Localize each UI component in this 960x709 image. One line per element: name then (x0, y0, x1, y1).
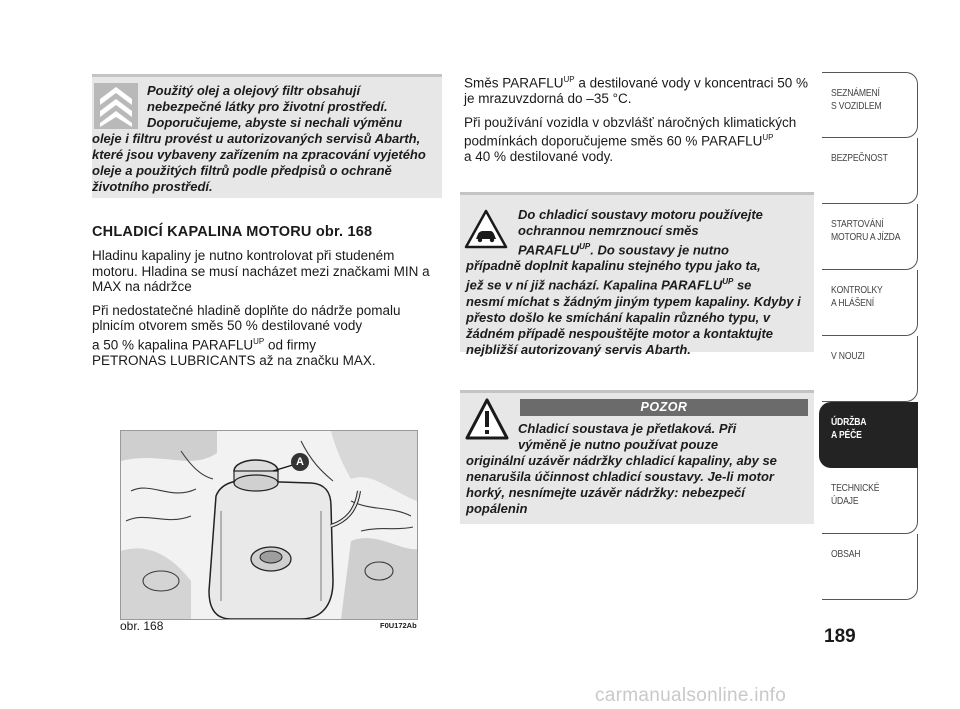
mixture-line4 (464, 130, 814, 149)
section-para2d: PETRONAS LUBRICANTS až na značku MAX. (92, 352, 376, 368)
sidebar-tab-label: OBSAH (831, 548, 861, 560)
section-para2c: od firmy (264, 337, 316, 352)
sidebar-tab-5[interactable] (822, 336, 918, 402)
recycle-chevron-icon (94, 83, 138, 129)
antifreeze-line3-b: . Do soustavy je nutno (590, 242, 729, 258)
recycle-note-line2: nebezpečné látky pro životní prostředí. (147, 99, 388, 114)
mixture-line4-a: podmínkách doporučujeme směs 60 % PARAFLU (464, 133, 763, 149)
sidebar-tab-8[interactable] (822, 534, 918, 600)
antifreeze-line5 (466, 274, 814, 293)
antifreeze-line2: ochrannou nemrznoucí směs (518, 223, 699, 238)
section-para1: Hladinu kapaliny je nutno kontrolovat při studeném motoru. Hladina se musí nacházet mezi značkami MIN a MAX na nádržce (92, 248, 430, 294)
pozor-line1: Chladicí soustava je přetlaková. Při (518, 421, 737, 436)
pozor-header: POZOR (520, 399, 808, 416)
chapter-sidebar (822, 72, 918, 600)
sidebar-tab-label: ÚDRŽBA (831, 416, 867, 428)
antifreeze-line3-a: PARAFLU (518, 242, 580, 258)
sidebar-tab-7[interactable] (822, 468, 918, 534)
section-para2b-line (92, 334, 442, 353)
section-para2b: a 50 % kapalina PARAFLU (92, 337, 254, 352)
sidebar-tab-sublabel: ÚDAJE (831, 494, 859, 507)
pozor-line2: výměně je nutno používat pouze (518, 437, 719, 452)
section-title: CHLADICÍ KAPALINA MOTORU (92, 224, 312, 240)
callout-a-badge: A (291, 453, 309, 471)
sidebar-tab-sublabel: MOTORU A JÍZDA (831, 230, 901, 243)
sidebar-tab-label: TECHNICKÉ (831, 482, 880, 494)
sidebar-tab-sublabel: A HLÁŠENÍ (831, 296, 875, 309)
antifreeze-line1: Do chladicí soustavy motoru používejte (518, 207, 763, 222)
mixture-line1 (464, 72, 814, 91)
sidebar-tab-label: KONTROLKY (831, 284, 883, 296)
pozor-warning (460, 390, 814, 524)
antifreeze-line4: případně doplnit kapalinu stejného typu jako ta, (466, 258, 761, 274)
antifreeze-line3-sup: UP (579, 242, 591, 251)
mixture-line1-b: a destilované vody v koncentraci 50 % (574, 75, 809, 91)
antifreeze-rest: nesmí míchat s žádným jiným typem kapaliny. Kdyby i přesto došlo ke smíchání kapalin různého typu, v žádném případě nespouštějte motor a kontaktujte nejbližší autorizovaný servis Abarth. (466, 293, 801, 357)
sidebar-tab-sublabel: A PÉČE (831, 428, 862, 441)
antifreeze-line5-b: se (733, 277, 752, 293)
figure-code: F0U172Ab (380, 621, 417, 630)
sidebar-tab-6[interactable] (819, 402, 918, 468)
sidebar-tab-2[interactable] (822, 138, 918, 204)
sidebar-tab-sublabel: S VOZIDLEM (831, 99, 882, 112)
section-figure-ref: obr. 168 (315, 224, 373, 240)
sidebar-tab-4[interactable] (822, 270, 918, 336)
recycle-note-line1: Použitý olej a olejový filtr obsahují (147, 83, 361, 98)
recycle-note-line3: Doporučujeme, abyste si nechali výměnu (147, 115, 403, 130)
car-warning-triangle-icon (464, 209, 508, 254)
sidebar-tab-1[interactable] (822, 72, 918, 138)
antifreeze-line3 (466, 239, 814, 258)
section-heading (92, 224, 442, 240)
antifreeze-line5-sup: UP (722, 277, 734, 287)
mixture-line1-a: Směs PARAFLU (464, 75, 564, 91)
mixture-line5: a 40 % destilované vody. (464, 149, 614, 164)
mixture-line2: je mrazuvzdorná do –35 °C. (464, 91, 632, 106)
mixture-line1-sup: UP (563, 75, 575, 84)
watermark: carmanualsonline.info (595, 685, 787, 706)
page-number: 189 (824, 626, 856, 647)
sidebar-tab-label: BEZPEČNOST (831, 152, 888, 164)
mixture-text (464, 72, 814, 165)
antifreeze-note (460, 192, 814, 357)
antifreeze-line5-a: jež se v ní již nachází. Kapalina PARAFLU (466, 277, 723, 293)
pozor-rest: originální uzávěr nádržky chladicí kapaliny, aby se nenarušila účinnost chladicí soustavy. Je-li motor horký, nesnímejte uzávěr nádržky: nebezpečí popálenin (466, 453, 777, 516)
coolant-section (92, 224, 442, 368)
sidebar-tab-3[interactable] (822, 204, 918, 270)
recycle-note (92, 74, 442, 198)
sidebar-tab-label: SEZNÁMENÍ (831, 87, 880, 99)
mixture-line3: Při používání vozidla v obzvlášť náročných klimatických (464, 114, 797, 130)
engine-figure (120, 430, 418, 620)
sidebar-tab-label: STARTOVÁNÍ (831, 218, 884, 230)
exclamation-triangle-icon (464, 397, 510, 446)
figure-caption: obr. 168 (120, 619, 164, 633)
section-para2a: Při nedostatečné hladině doplňte do nádrže pomalu plnicím otvorem směs 50 % destilované vody (92, 302, 401, 333)
coolant-reservoir-drawing (121, 431, 417, 619)
sidebar-tab-label: V NOUZI (831, 350, 865, 362)
section-para2b-sup: UP (253, 336, 265, 346)
mixture-line4-sup: UP (762, 133, 774, 142)
recycle-note-rest: oleje i filtru provést u autorizovaných servisů Abarth, které jsou vybaveny zařízením na zpracování vyjetého oleje a použitých filtrů podle předpisů o ochraně životního prostředí. (92, 131, 426, 194)
